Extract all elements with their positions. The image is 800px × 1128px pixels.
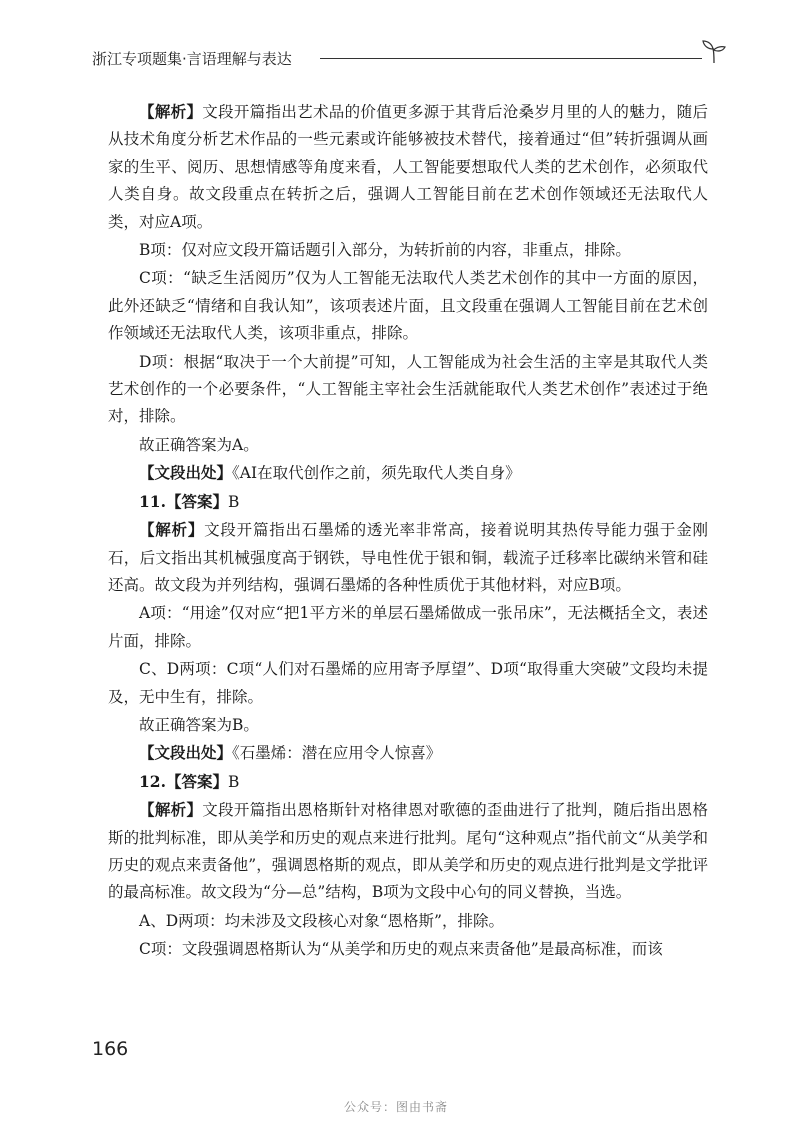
source-label: 【文段出处】 xyxy=(139,463,233,483)
paragraph-label: 【解析】 xyxy=(139,102,203,121)
watermark-text: 公众号：图由书斋 xyxy=(344,1100,449,1114)
paragraph xyxy=(108,236,708,264)
paragraph-text: A、D两项：均未涉及文段核心对象“恩格斯”，排除。 xyxy=(139,911,504,930)
paragraph-text: A项：“用途”仅对应“把1平方米的单层石墨烯做成一张吊床”，无法概括全文，表述片面，排除。 xyxy=(108,604,708,650)
answer-value: B xyxy=(227,772,240,791)
paragraph xyxy=(108,516,708,599)
paragraph xyxy=(108,907,708,935)
paragraph-label: 【解析】 xyxy=(139,800,203,820)
paragraph xyxy=(108,264,708,347)
paragraph-text: 文段开篇指出石墨烯的透光率非常高，接着说明其热传导能力强于金刚石，后文指出其机械强度高于钢铁，导电性优于银和铜，载流子迁移率比碳纳米管和硅还高。故文段为并列结构，强调石墨烯的各种性质优于其他材料，对应B项。 xyxy=(108,521,708,594)
header-title: 浙江专项题集·言语理解与表达 xyxy=(92,50,292,68)
paragraph-text: B项：仅对应文段开篇话题引入部分，为转折前的内容，非重点，排除。 xyxy=(139,241,631,260)
answer-label: 12.【答案】 xyxy=(139,771,228,791)
source-title: 《石墨烯：潜在应用令人惊喜》 xyxy=(232,744,442,763)
paragraph-text: C、D两项：C项“人们对石墨烯的应用寄予厚望”、D项“取得重大突破”文段均未提及，无中生有，排除。 xyxy=(108,660,708,706)
answer-line xyxy=(108,488,708,516)
answer-label: 11.【答案】 xyxy=(139,491,228,511)
paragraph-text: D项：根据“取决于一个大前提”可知，人工智能成为社会生活的主宰是其取代人类艺术创作的一个必要条件，“人工智能主宰社会生活就能取代人类艺术创作”表述过于绝对，排除。 xyxy=(108,352,708,426)
answer-explanations xyxy=(108,98,708,964)
paragraph xyxy=(108,655,708,711)
paragraph xyxy=(108,98,708,236)
paragraph xyxy=(108,711,708,739)
header-rule xyxy=(320,58,702,59)
answer-line xyxy=(108,768,708,796)
running-header xyxy=(92,44,732,72)
source-title: 《AI在取代创作之前，须先取代人类自身》 xyxy=(232,464,521,483)
paragraph-text: 故正确答案为A。 xyxy=(139,435,259,454)
paragraph xyxy=(108,935,708,963)
paragraph xyxy=(108,796,708,907)
paragraph-text: 文段开篇指出艺术品的价值更多源于其背后沧桑岁月里的人的魅力，随后从技术角度分析艺术作品的一些元素或许能够被技术替代，接着通过“但”转折强调从画家的生平、阅历、思想情感等角度来看，人工智能要想取代人类的艺术创作，必须取代人类自身。故文段重点在转折之后，强调人工智能目前在艺术创作领域还无法取代人类，对应A项。 xyxy=(108,103,708,231)
paragraph-text: 文段开篇指出恩格斯针对格律恩对歌德的歪曲进行了批判，随后指出恩格斯的批判标准，即从美学和历史的观点来进行批判。尾句“这种观点”指代前文“从美学和历史的观点来责备他”，强调恩格斯的观点，即从美学和历史的观点进行批判是文学批评的最高标准。故文段为“分—总”结构，B项为文段中心句的同义替换，当选。 xyxy=(108,801,708,902)
paragraph xyxy=(108,431,708,459)
paragraph-text: 故正确答案为B。 xyxy=(139,715,259,734)
paragraph xyxy=(108,348,708,431)
source-line xyxy=(108,459,708,487)
paragraph xyxy=(108,599,708,655)
sprout-icon xyxy=(700,38,728,64)
paragraph-text: C项：“缺乏生活阅历”仅为人工智能无法取代人类艺术创作的其中一方面的原因，此外还缺乏“情绪和自我认知”，该项表述片面，且文段重在强调人工智能目前在艺术创作领域还无法取代人类，该项非重点，排除。 xyxy=(108,269,708,343)
source-line xyxy=(108,739,708,767)
paragraph-text: C项：文段强调恩格斯认为“从美学和历史的观点来责备他”是最高标准，而该 xyxy=(139,940,663,959)
page-number: 166 xyxy=(92,1038,129,1060)
paragraph-label: 【解析】 xyxy=(139,520,205,540)
source-label: 【文段出处】 xyxy=(139,743,233,763)
answer-value: B xyxy=(227,492,240,511)
